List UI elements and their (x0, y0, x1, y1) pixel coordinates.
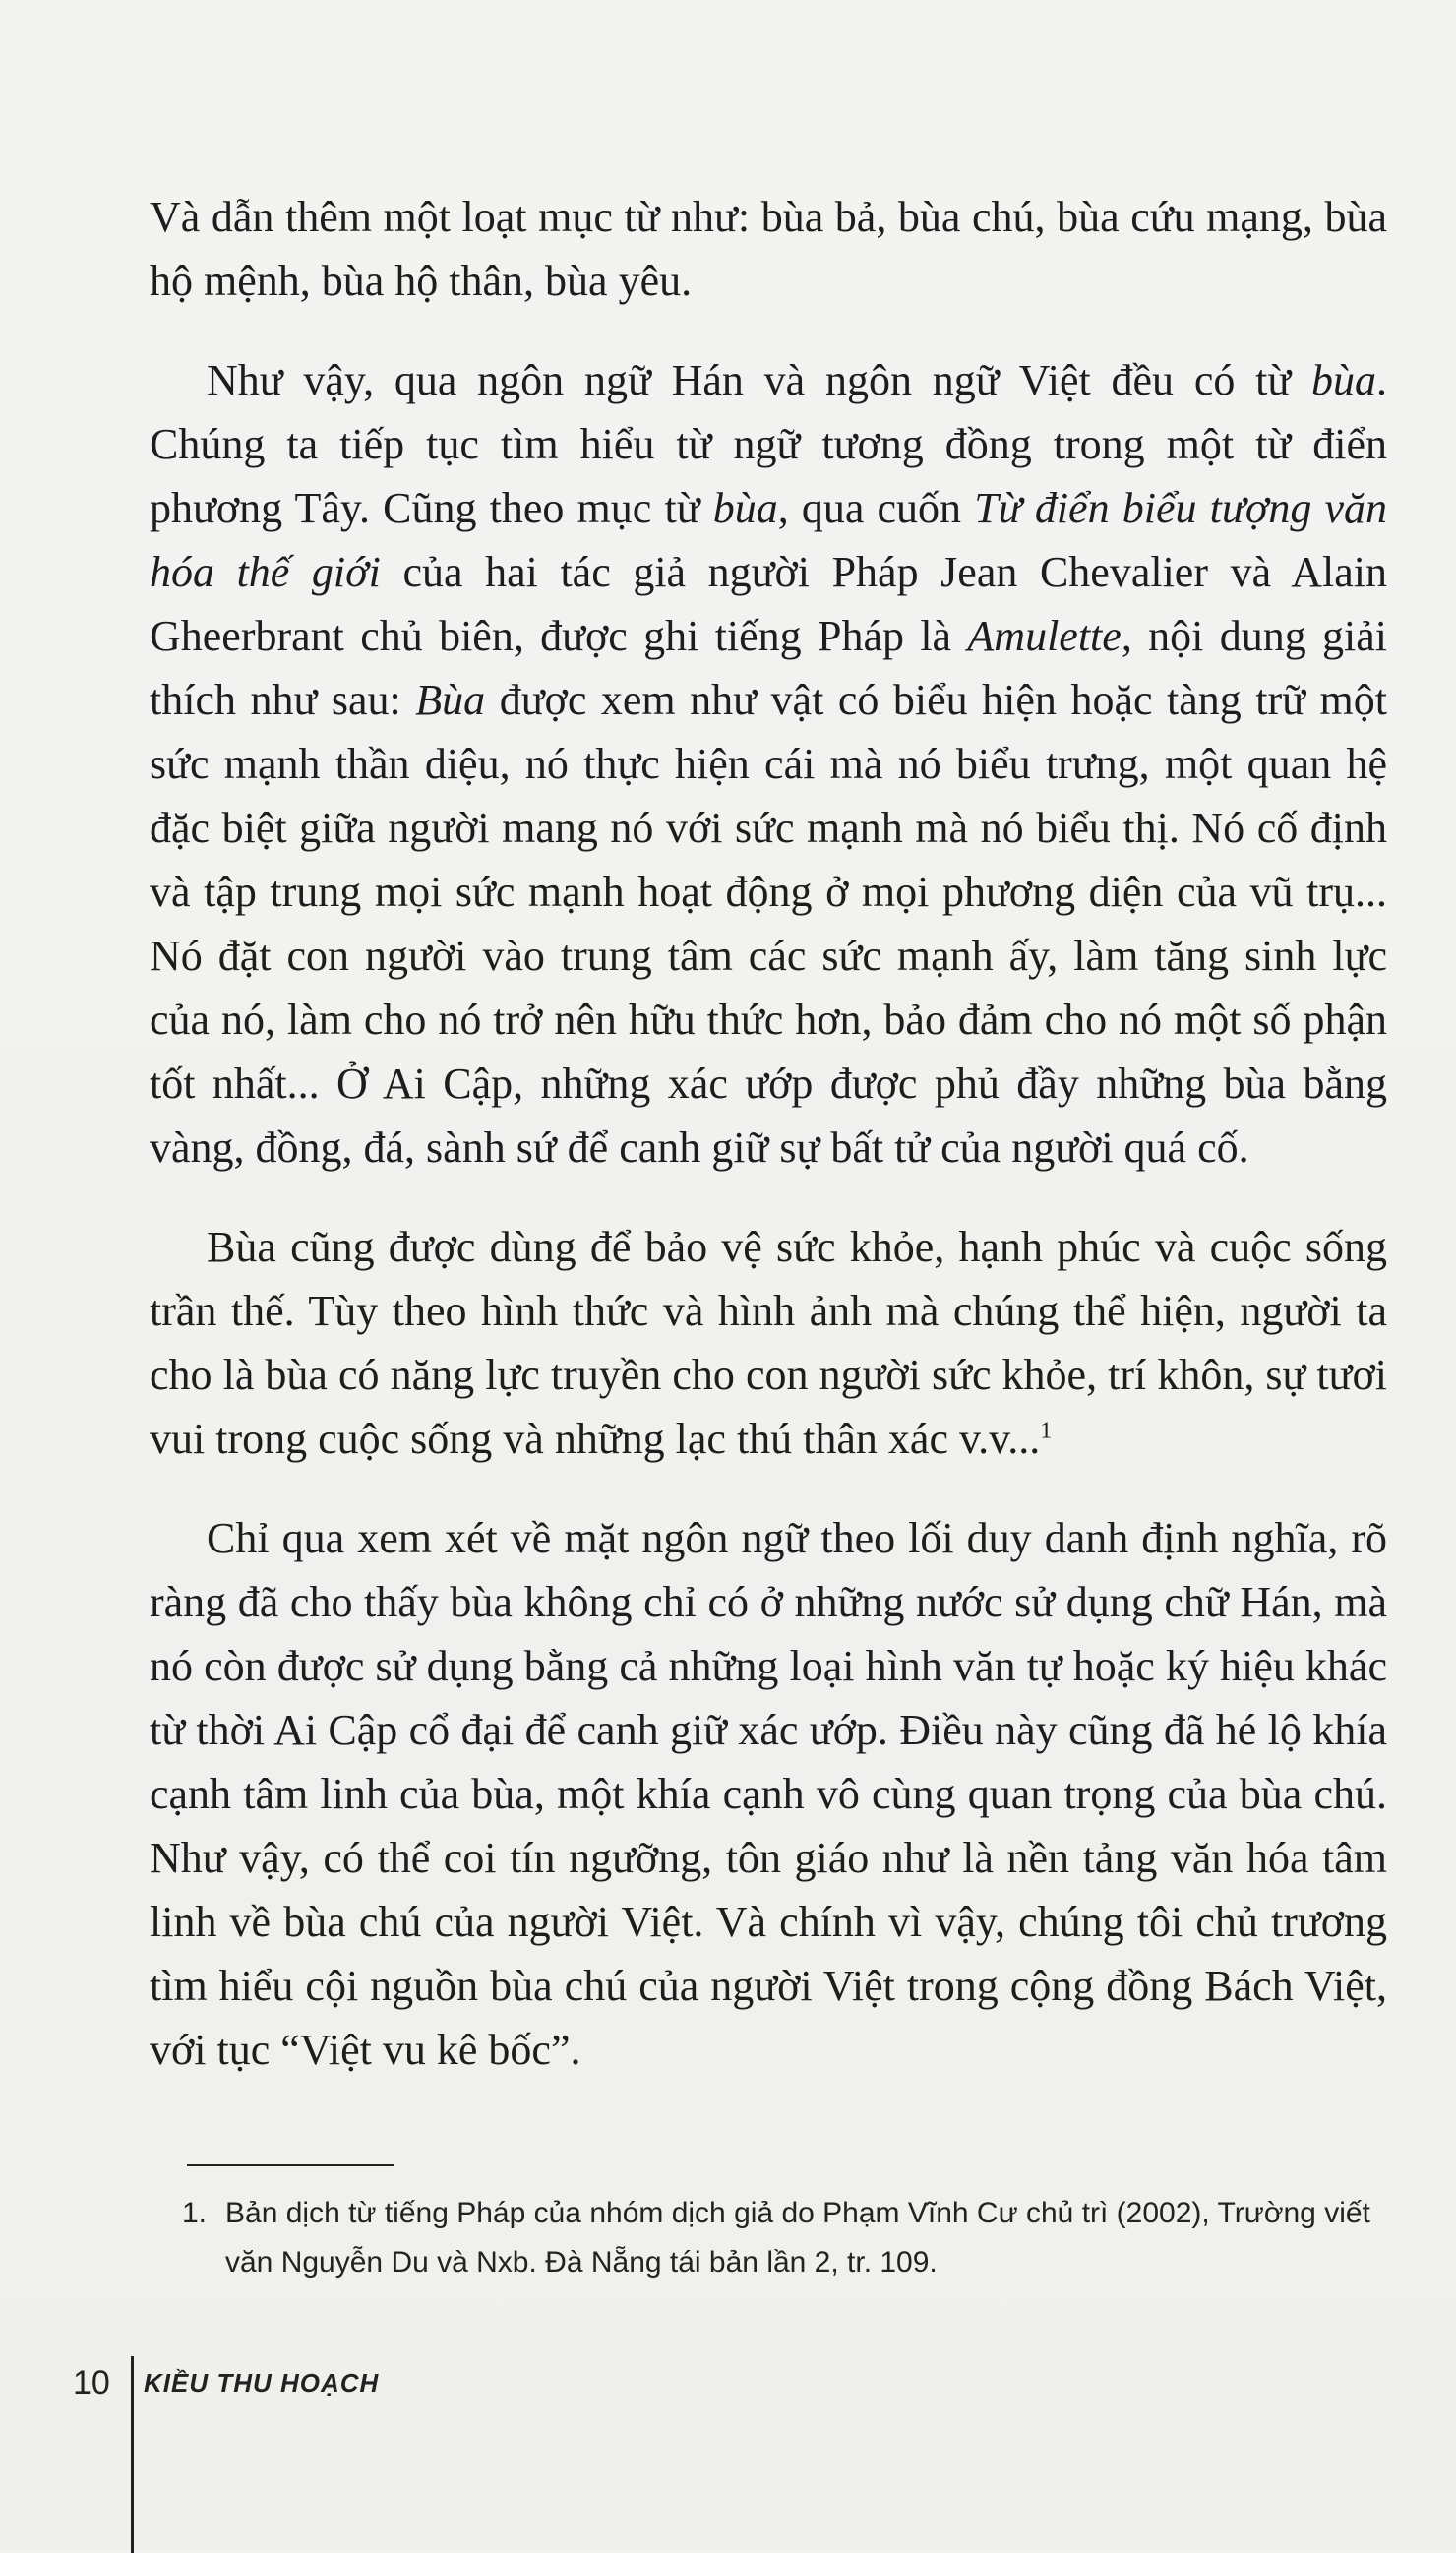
italic-term: Bùa (415, 676, 486, 724)
page-number: 10 (73, 2364, 110, 2401)
paragraph-3 (150, 1215, 1387, 1471)
paragraph-1 (150, 185, 1387, 313)
running-head: KIỀU THU HOẠCH (144, 2368, 380, 2398)
text-run: Bùa cũng được dùng để bảo vệ sức khỏe, hạnh phúc và cuộc sống trần thế. Tùy theo hình thức và hình ảnh mà chúng thể hiện, người ta cho là bùa có năng lực truyền cho con người sức khỏe, trí khôn, sự tươi vui trong cuộc sống và những lạc thú thân xác v.v... (150, 1223, 1387, 1463)
italic-term: bùa (1311, 356, 1376, 404)
text-run: . Chúng ta tiếp tục tìm hiểu từ ngữ tương đồng trong một từ điển phương Tây. Cũng theo mục từ (150, 356, 1387, 532)
footnote-text: Bản dịch từ tiếng Pháp của nhóm dịch giả do Phạm Vĩnh Cư chủ trì (2002), Trường viết văn Nguyễn Du và Nxb. Đà Nẵng tái bản lần 2, tr. 109. (225, 2197, 1370, 2279)
body-text (150, 185, 1387, 2082)
text-run: được xem như vật có biểu hiện hoặc tàng trữ một sức mạnh thần diệu, nó thực hiện cái mà nó biểu trưng, một quan hệ đặc biệt giữa người mang nó với sức mạnh mà nó biểu thị. Nó cố định và tập trung mọi sức mạnh hoạt động ở mọi phương diện của vũ trụ... Nó đặt con người vào trung tâm các sức mạnh ấy, làm tăng sinh lực của nó, làm cho nó trở nên hữu thức hơn, bảo đảm cho nó một số phận tốt nhất... Ở Ai Cập, những xác ướp được phủ đầy những bùa bằng vàng, đồng, đá, sành sứ để canh giữ sự bất tử của người quá cố. (150, 676, 1388, 1172)
paragraph-4 (150, 1506, 1387, 2082)
footnote-number: 1. (182, 2197, 208, 2229)
text-run: Và dẫn thêm một loạt mục từ như: bùa bả, bùa chú, bùa cứu mạng, bùa hộ mệnh, bùa hộ thân, bùa yêu. (150, 193, 1387, 305)
footnote (182, 2189, 1392, 2287)
footnote-divider (187, 2164, 394, 2166)
text-run: , qua cuốn (777, 484, 975, 532)
italic-term: Amulette (967, 612, 1122, 660)
italic-term: bùa (712, 484, 778, 532)
footnote-marker: 1 (1040, 1418, 1053, 1444)
paragraph-2 (150, 348, 1387, 1180)
text-run: Chỉ qua xem xét về mặt ngôn ngữ theo lối duy danh định nghĩa, rõ ràng đã cho thấy bùa không chỉ có ở những nước sử dụng chữ Hán, mà nó còn được sử dụng bằng cả những loại hình văn tự hoặc ký hiệu khác từ thời Ai Cập cổ đại để canh giữ xác ướp. Điều này cũng đã hé lộ khía cạnh tâm linh của bùa, một khía cạnh vô cùng quan trọng của bùa chú. Như vậy, có thể coi tín ngưỡng, tôn giáo như là nền tảng văn hóa tâm linh về bùa chú của người Việt. Và chính vì vậy, chúng tôi chủ trương tìm hiểu cội nguồn bùa chú của người Việt trong cộng đồng Bách Việt, với tục “Việt vu kê bốc”. (150, 1514, 1387, 2074)
text-run: Như vậy, qua ngôn ngữ Hán và ngôn ngữ Việt đều có từ (207, 356, 1311, 404)
text-run: , nội dung giải thích như sau: (150, 612, 1388, 724)
text-run: của hai tác giả người Pháp Jean Chevalier và Alain Gheerbrant chủ biên, được ghi tiếng Pháp là (150, 548, 1388, 660)
folio-divider (131, 2356, 134, 2553)
italic-term: Từ điển biểu tượng văn hóa thế giới (150, 484, 1388, 596)
